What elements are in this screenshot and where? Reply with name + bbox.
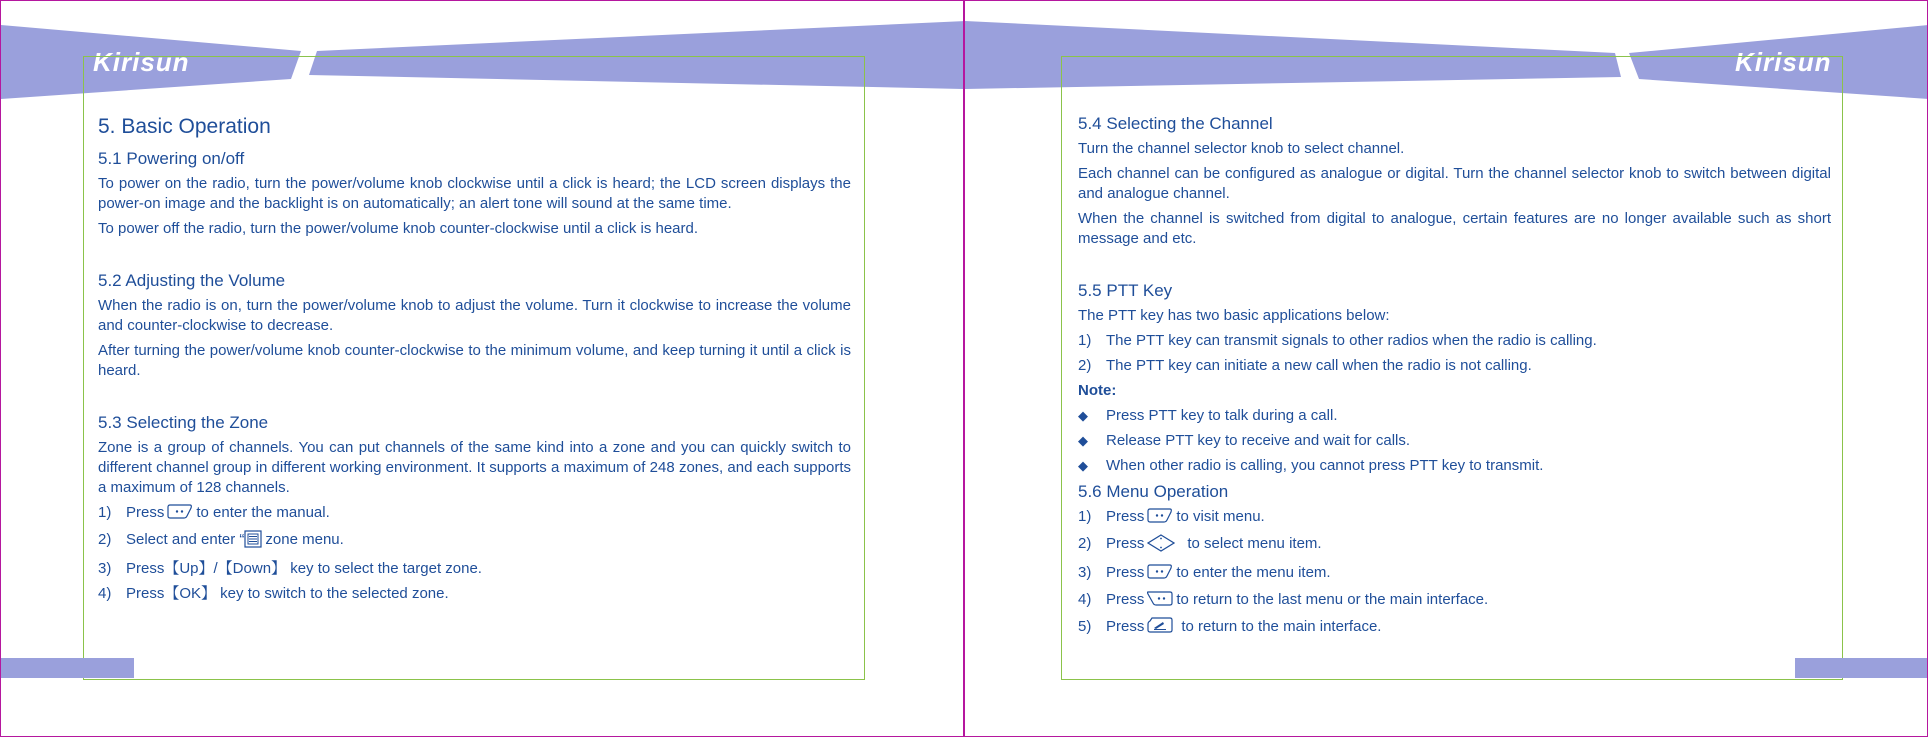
- section-5-3-para-1: Zone is a group of channels. You can put channels of the same kind into a zone and you can quickly switch to different channel group in different working environment. It supports a maximum of 248 zones, and each supports a maximum of 128 channels.: [98, 439, 851, 496]
- left-content: [98, 114, 851, 609]
- ptt-item: 1) The PTT key can transmit signals to other radios when the radio is calling.: [1078, 332, 1597, 349]
- kirisun-logo: Kirisun: [1735, 47, 1832, 77]
- diamond-bullet-icon: ◆: [1078, 433, 1088, 448]
- section-5-2-para-1: When the radio is on, turn the power/volume knob to adjust the volume. Turn it clockwise to increase the volume and counter-clockwise to decrease.: [98, 297, 851, 334]
- menu-step: 1) Press to visit menu.: [1078, 507, 1831, 529]
- note-item: ◆ Release PTT key to receive and wait for calls.: [1078, 432, 1411, 449]
- note-item: ◆ Press PTT key to talk during a call.: [1078, 407, 1338, 424]
- section-5-1-heading: 5.1 Powering on/off: [98, 149, 245, 168]
- section-5-4-para-1: Turn the channel selector knob to select channel.: [1078, 140, 1405, 157]
- footer-bar: [1795, 658, 1928, 678]
- direction-key-icon: [1147, 534, 1175, 558]
- section-5-1-para-2: To power off the radio, turn the power/volume knob counter-clockwise until a click is heard.: [98, 220, 699, 237]
- diamond-bullet-icon: ◆: [1078, 458, 1088, 473]
- section-5-4-heading: 5.4 Selecting the Channel: [1078, 114, 1273, 133]
- menu-step: 4) Press to return to the last menu or the main interface.: [1078, 590, 1831, 612]
- home-key-icon: [1147, 617, 1173, 639]
- zone-step: 4) Press【OK】 key to switch to the selected zone.: [98, 585, 449, 602]
- section-5-4-para-2: Each channel can be configured as analogue or digital. Turn the channel selector knob to switch between digital and analogue channel.: [1078, 165, 1831, 202]
- note-label: Note:: [1078, 382, 1117, 399]
- section-5-3-heading: 5.3 Selecting the Zone: [98, 413, 269, 432]
- chapter-title: 5. Basic Operation: [98, 115, 271, 138]
- ptt-item: 2) The PTT key can initiate a new call when the radio is not calling.: [1078, 357, 1532, 374]
- footer-bar: [1, 658, 134, 678]
- menu-step: 3) Press to enter the menu item.: [1078, 563, 1831, 585]
- section-5-2-heading: 5.2 Adjusting the Volume: [98, 271, 286, 290]
- diamond-bullet-icon: ◆: [1078, 408, 1088, 423]
- back-key-icon: [1147, 590, 1173, 612]
- menu-key-icon: [1147, 507, 1173, 529]
- menu-step: 2) Press to select menu item.: [1078, 534, 1831, 558]
- menu-step: 5) Press to return to the main interface.: [1078, 617, 1831, 639]
- section-5-1-para-1: To power on the radio, turn the power/volume knob clockwise until a click is heard; the LCD screen displays the power-on image and the backlight is on automatically; an alert tone will sound at the same time.: [98, 175, 851, 212]
- section-5-5-intro: The PTT key has two basic applications below:: [1078, 307, 1390, 324]
- zone-step: 1) Press to enter the manual.: [98, 503, 851, 525]
- note-item: ◆ When other radio is calling, you cannot press PTT key to transmit.: [1078, 457, 1544, 474]
- section-5-4-para-3: When the channel is switched from digital to analogue, certain features are no longer available such as short message and etc.: [1078, 210, 1831, 247]
- menu-key-icon: [167, 503, 193, 525]
- zone-list-icon: [244, 530, 262, 554]
- section-5-2-para-2: After turning the power/volume knob counter-clockwise to the minimum volume, and keep turning it until a click is heard.: [98, 342, 851, 379]
- kirisun-logo: Kirisun: [93, 47, 190, 77]
- section-5-6-heading: 5.6 Menu Operation: [1078, 482, 1229, 501]
- right-page: [964, 0, 1928, 737]
- menu-key-icon: [1147, 563, 1173, 585]
- section-5-5-heading: 5.5 PTT Key: [1078, 281, 1173, 300]
- zone-step: 3) Press【Up】/【Down】 key to select the target zone.: [98, 560, 482, 577]
- right-content: [1078, 113, 1831, 644]
- zone-step: 2) Select and enter “ zone menu.: [98, 530, 851, 554]
